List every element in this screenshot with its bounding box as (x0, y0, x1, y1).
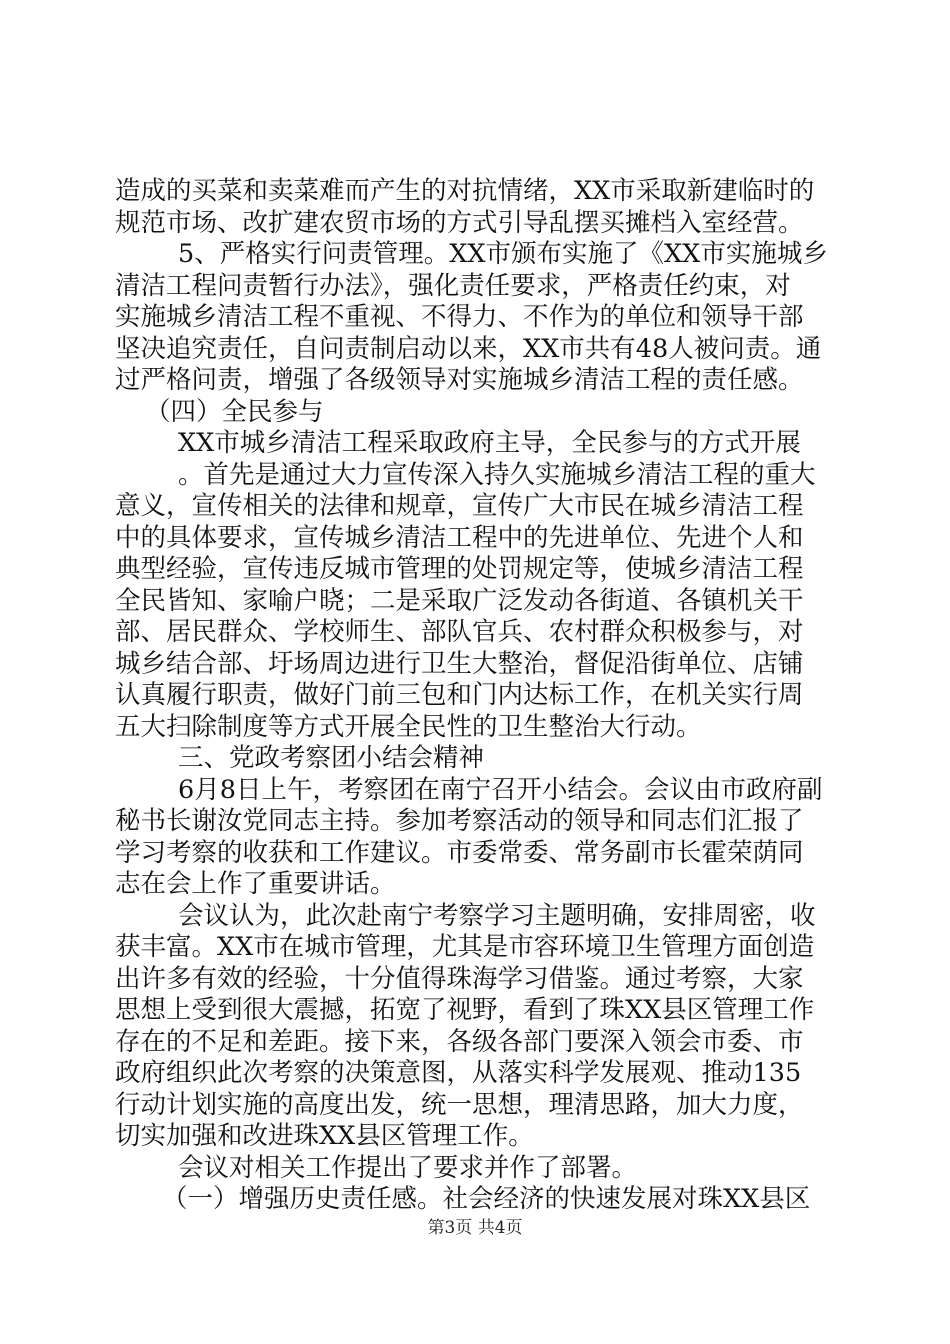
body-line: 学习考察的收获和工作建议。市委常委、常务副市长霍荣荫同 (115, 837, 804, 868)
body-line: 全民皆知、家喻户晓；二是采取广泛发动各街道、各镇机关干 (115, 585, 804, 616)
body-line: 。首先是通过大力宣传深入持久实施城乡清洁工程的重大 (178, 459, 816, 490)
body-line: 规范市场、改扩建农贸市场的方式引导乱摆买摊档入室经营。 (115, 207, 804, 238)
body-line: （一）增强历史责任感。社会经济的快速发展对珠XX县区 (162, 1184, 811, 1214)
body-line: 思想上受到很大震撼，拓宽了视野，看到了珠XX县区管理工作 (115, 995, 815, 1025)
body-line: 存在的不足和差距。接下来，各级各部门要深入领会市委、市 (115, 1026, 804, 1057)
body-line: 志在会上作了重要讲话。 (115, 869, 396, 899)
body-line: 中的具体要求，宣传城乡清洁工程中的先进单位、先进个人和 (115, 522, 804, 553)
body-line: 典型经验，宣传违反城市管理的处罚规定等，使城乡清洁工程 (115, 554, 804, 584)
body-line: 会议对相关工作提出了要求并作了部署。 (178, 1152, 638, 1183)
body-line: 6月8日上午，考察团在南宁召开小结会。会议由市政府副 (178, 774, 823, 805)
body-line: 行动计划实施的高度出发，统一思想，理清思路，加大力度， (115, 1089, 804, 1120)
body-line: 清洁工程问责暂行办法》，强化责任要求，严格责任约束，对 (115, 270, 791, 301)
body-line: 五大扫除制度等方式开展全民性的卫生整治大行动。 (115, 711, 702, 742)
body-line: 出许多有效的经验，十分值得珠海学习借鉴。通过考察，大家 (115, 963, 804, 994)
body-line: 意义，宣传相关的法律和规章，宣传广大市民在城乡清洁工程 (115, 491, 804, 521)
body-line: 造成的买菜和卖菜难而产生的对抗情绪，XX市采取新建临时的 (115, 176, 815, 206)
body-line: 5、严格实行问责管理。XX市颁布实施了《XX市实施城乡 (178, 239, 828, 269)
body-line: 政府组织此次考察的决策意图，从落实科学发展观、推动135 (115, 1058, 802, 1088)
body-line: 会议认为，此次赴南宁考察学习主题明确，安排周密，收 (178, 900, 816, 931)
body-line: 实施城乡清洁工程不重视、不得力、不作为的单位和领导干部 (115, 302, 804, 332)
page-footer: 第3页 共4页 (427, 1218, 523, 1238)
section-heading: （四）全民参与 (145, 396, 324, 427)
body-line: 部、居民群众、学校师生、部队官兵、农村群众积极参与，对 (115, 617, 804, 647)
body-line: 认真履行职责，做好门前三包和门内达标工作，在机关实行周 (115, 680, 804, 710)
body-line: 城乡结合部、圩场周边进行卫生大整治，督促沿街单位、店铺 (115, 648, 804, 679)
section-heading: 三、党政考察团小结会精神 (178, 743, 485, 773)
body-line: XX市城乡清洁工程采取政府主导，全民参与的方式开展 (178, 428, 801, 458)
body-line: 坚决追究责任，自问责制启动以来，XX市共有48人被问责。通 (115, 333, 822, 364)
body-line: 切实加强和改进珠XX县区管理工作。 (115, 1121, 534, 1151)
body-line: 过严格问责，增强了各级领导对实施城乡清洁工程的责任感。 (115, 365, 804, 395)
body-line: 秘书长谢汝党同志主持。参加考察活动的领导和同志们汇报了 (115, 806, 804, 836)
body-line: 获丰富。XX市在城市管理，尤其是市容环境卫生管理方面创造 (115, 932, 815, 962)
